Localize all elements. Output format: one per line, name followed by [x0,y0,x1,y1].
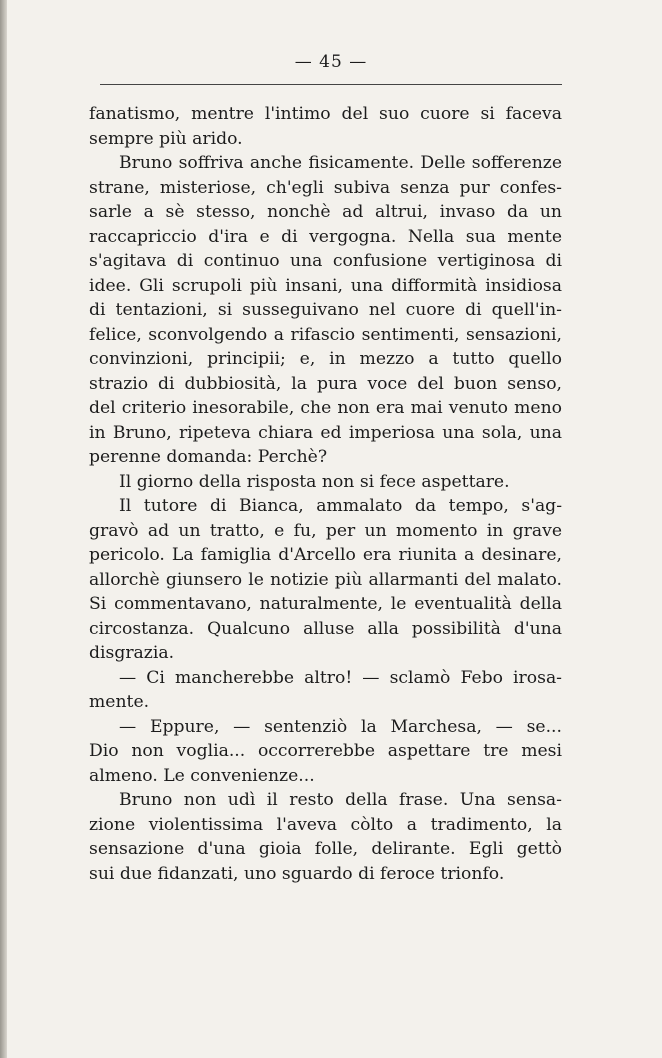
text-line: — Ci mancherebbe altro! — sclamò Febo irosa- [119,667,562,688]
text-line: idee. Gli scrupoli più insani, una difformità insidiosa [89,275,562,296]
text-line: pericolo. La famiglia d'Arcello era riunita a desinare, [89,545,562,565]
text-line: — Eppure, — sentenziò la Marchesa, — se... [119,716,562,737]
text-line: felice, sconvolgendo a rifascio sentimenti, sensazioni, [89,324,562,345]
body-text [89,102,562,886]
text-line: strane, misteriose, ch'egli subiva senza pur confes- [89,177,562,198]
text-line: s'agitava di continuo una confusione vertiginosa di [89,251,562,271]
text-line: Il giorno della risposta non si fece aspettare. [119,471,510,492]
text-line: del criterio inesorabile, che non era mai venuto meno [89,398,562,418]
header-rule [100,84,562,85]
text-line: gravò ad un tratto, e fu, per un momento in grave [89,520,562,541]
text-line: Bruno non udì il resto della frase. Una sensa- [119,790,562,810]
text-line: fanatismo, mentre l'intimo del suo cuore si faceva [89,104,562,124]
text-line: raccapriccio d'ira e di vergogna. Nella sua mente [89,226,562,247]
text-line: sensazione d'una gioia folle, delirante. Egli gettò [89,839,562,859]
text-line: Il tutore di Bianca, ammalato da tempo, s'ag- [119,496,562,516]
text-line: disgrazia. [89,643,175,663]
book-spine-edge [0,0,7,1058]
text-line: strazio di dubbiosità, la pura voce del buon senso, [89,373,562,394]
text-line: mente. [89,692,150,712]
text-line: perenne domanda: Perchè? [89,447,328,467]
page-number: — 45 — [294,52,368,72]
text-line: Si commentavano, naturalmente, le eventualità della [89,594,562,614]
text-line: convinzioni, principii; e, in mezzo a tutto quello [89,349,562,369]
text-line: circostanza. Qualcuno alluse alla possibilità d'una [89,618,562,639]
text-line: allorchè giunsero le notizie più allarmanti del malato. [89,569,562,590]
text-line: sarle a sè stesso, nonchè ad altrui, invaso da un [89,202,562,222]
text-line: Bruno soffriva anche fisicamente. Delle sofferenze [119,153,562,173]
text-line: almeno. Le convenienze... [89,765,315,786]
text-line: sempre più arido. [89,128,243,149]
text-line: sui due fidanzati, uno sguardo di feroce trionfo. [89,863,505,884]
text-line: Dio non voglia... occorrerebbe aspettare tre mesi [89,741,562,761]
text-line: di tentazioni, si susseguivano nel cuore di quell'in- [89,300,562,320]
text-line: zione violentissima l'aveva còlto a tradimento, la [89,814,562,835]
text-line: in Bruno, ripeteva chiara ed imperiosa una sola, una [89,422,562,443]
